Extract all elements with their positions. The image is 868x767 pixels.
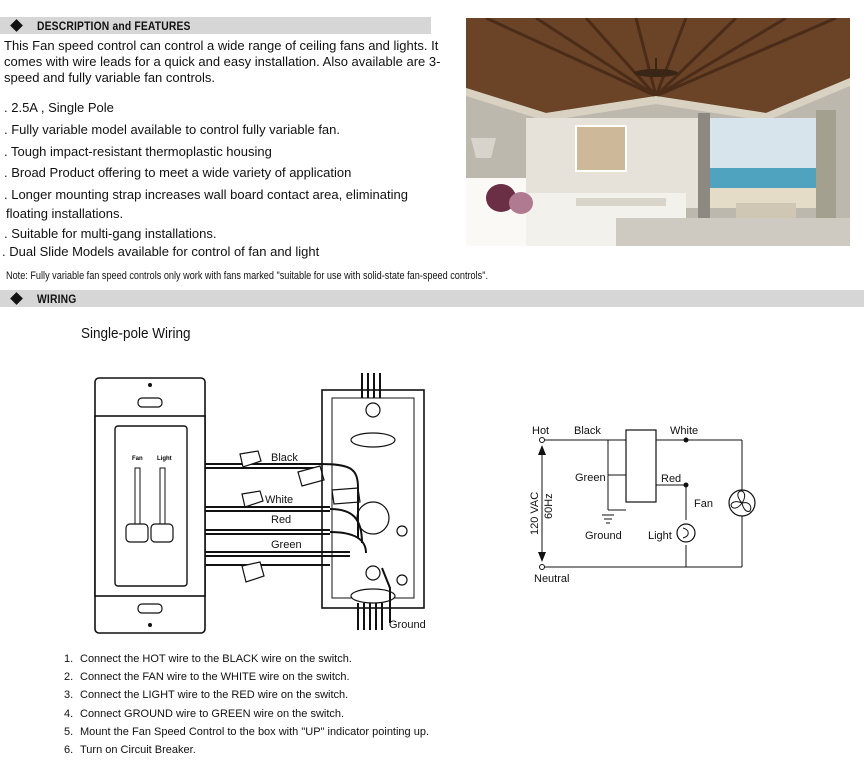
schematic-label-white: White xyxy=(670,425,699,437)
description-section-title: DESCRIPTION and FEATURES xyxy=(37,18,191,33)
wiring-step: 1. Connect the HOT wire to the BLACK wire on the switch. xyxy=(64,653,352,665)
feature-item: . 2.5A , Single Pole xyxy=(4,100,114,115)
wiring-step: 6. Turn on Circuit Breaker. xyxy=(64,744,196,756)
light-slider-knob xyxy=(151,524,173,542)
wire-label-white: White xyxy=(265,494,294,506)
wiring-subtitle: Single-pole Wiring xyxy=(81,325,191,342)
fan-slider-knob xyxy=(126,524,148,542)
wire-label-black: Black xyxy=(271,452,298,464)
schematic-label-hot: Hot xyxy=(532,425,550,437)
feature-item: floating installations. xyxy=(6,206,124,221)
feature-item: . Broad Product offering to meet a wide variety of application xyxy=(4,165,352,180)
diamond-bullet-icon xyxy=(10,19,23,32)
wiring-section-header xyxy=(0,290,864,307)
schematic-label-ground: Ground xyxy=(585,530,622,542)
light-bulb-symbol-icon xyxy=(677,524,695,542)
schematic-label-red: Red xyxy=(661,473,682,485)
schematic-label-black: Black xyxy=(574,425,601,437)
wire-label-ground: Ground xyxy=(389,619,426,631)
wire-nut-icon xyxy=(332,488,360,504)
wiring-step: 3. Connect the LIGHT wire to the RED wire on the switch. xyxy=(64,689,349,701)
schematic-label-voltage: 120 VAC xyxy=(529,491,541,535)
diamond-bullet-icon xyxy=(10,292,23,305)
schematic-label-fan: Fan xyxy=(694,498,713,510)
description-section-header xyxy=(0,17,431,34)
wiring-section-title: WIRING xyxy=(37,291,77,306)
feature-item: . Suitable for multi-gang installations. xyxy=(4,226,217,241)
schematic-label-green: Green xyxy=(575,472,606,484)
feature-item: . Fully variable model available to control fully variable fan. xyxy=(4,122,341,137)
fan-symbol-icon xyxy=(729,490,755,516)
single-pole-wiring-illustration xyxy=(90,368,440,638)
switch-light-label: Light xyxy=(157,456,172,462)
switch-box-symbol xyxy=(626,430,656,502)
wire-nut-icon xyxy=(242,562,264,582)
schematic-label-neutral: Neutral xyxy=(534,573,570,585)
wiring-step: 5. Mount the Fan Speed Control to the box with "UP" indicator pointing up. xyxy=(64,726,430,738)
feature-item: . Dual Slide Models available for control of fan and light xyxy=(2,244,320,259)
schematic-label-light: Light xyxy=(648,530,672,542)
wiring-step: 4. Connect GROUND wire to GREEN wire on the switch. xyxy=(64,708,345,720)
wiring-schematic xyxy=(520,415,760,590)
wire-nut-icon xyxy=(242,491,263,507)
description-intro: This Fan speed control can control a wide range of ceiling fans and lights. It comes with wire leads for a quick and easy installation. Also available are 3-speed and fully variable fan controls. xyxy=(4,38,441,85)
feature-item: . Longer mounting strap increases wall board contact area, eliminating xyxy=(4,187,408,202)
schematic-label-frequency: 60Hz xyxy=(543,493,555,519)
wire-label-green: Green xyxy=(271,539,302,551)
feature-item: . Tough impact-resistant thermoplastic housing xyxy=(4,144,272,159)
switch-fan-label: Fan xyxy=(132,456,143,462)
note-text: Note: Fully variable fan speed controls only work with fans marked "suitable for use with solid-state fan-speed controls". xyxy=(6,270,488,282)
room-photo xyxy=(466,18,850,246)
wiring-step: 2. Connect the FAN wire to the WHITE wire on the switch. xyxy=(64,671,350,683)
wire-label-red: Red xyxy=(271,514,292,526)
